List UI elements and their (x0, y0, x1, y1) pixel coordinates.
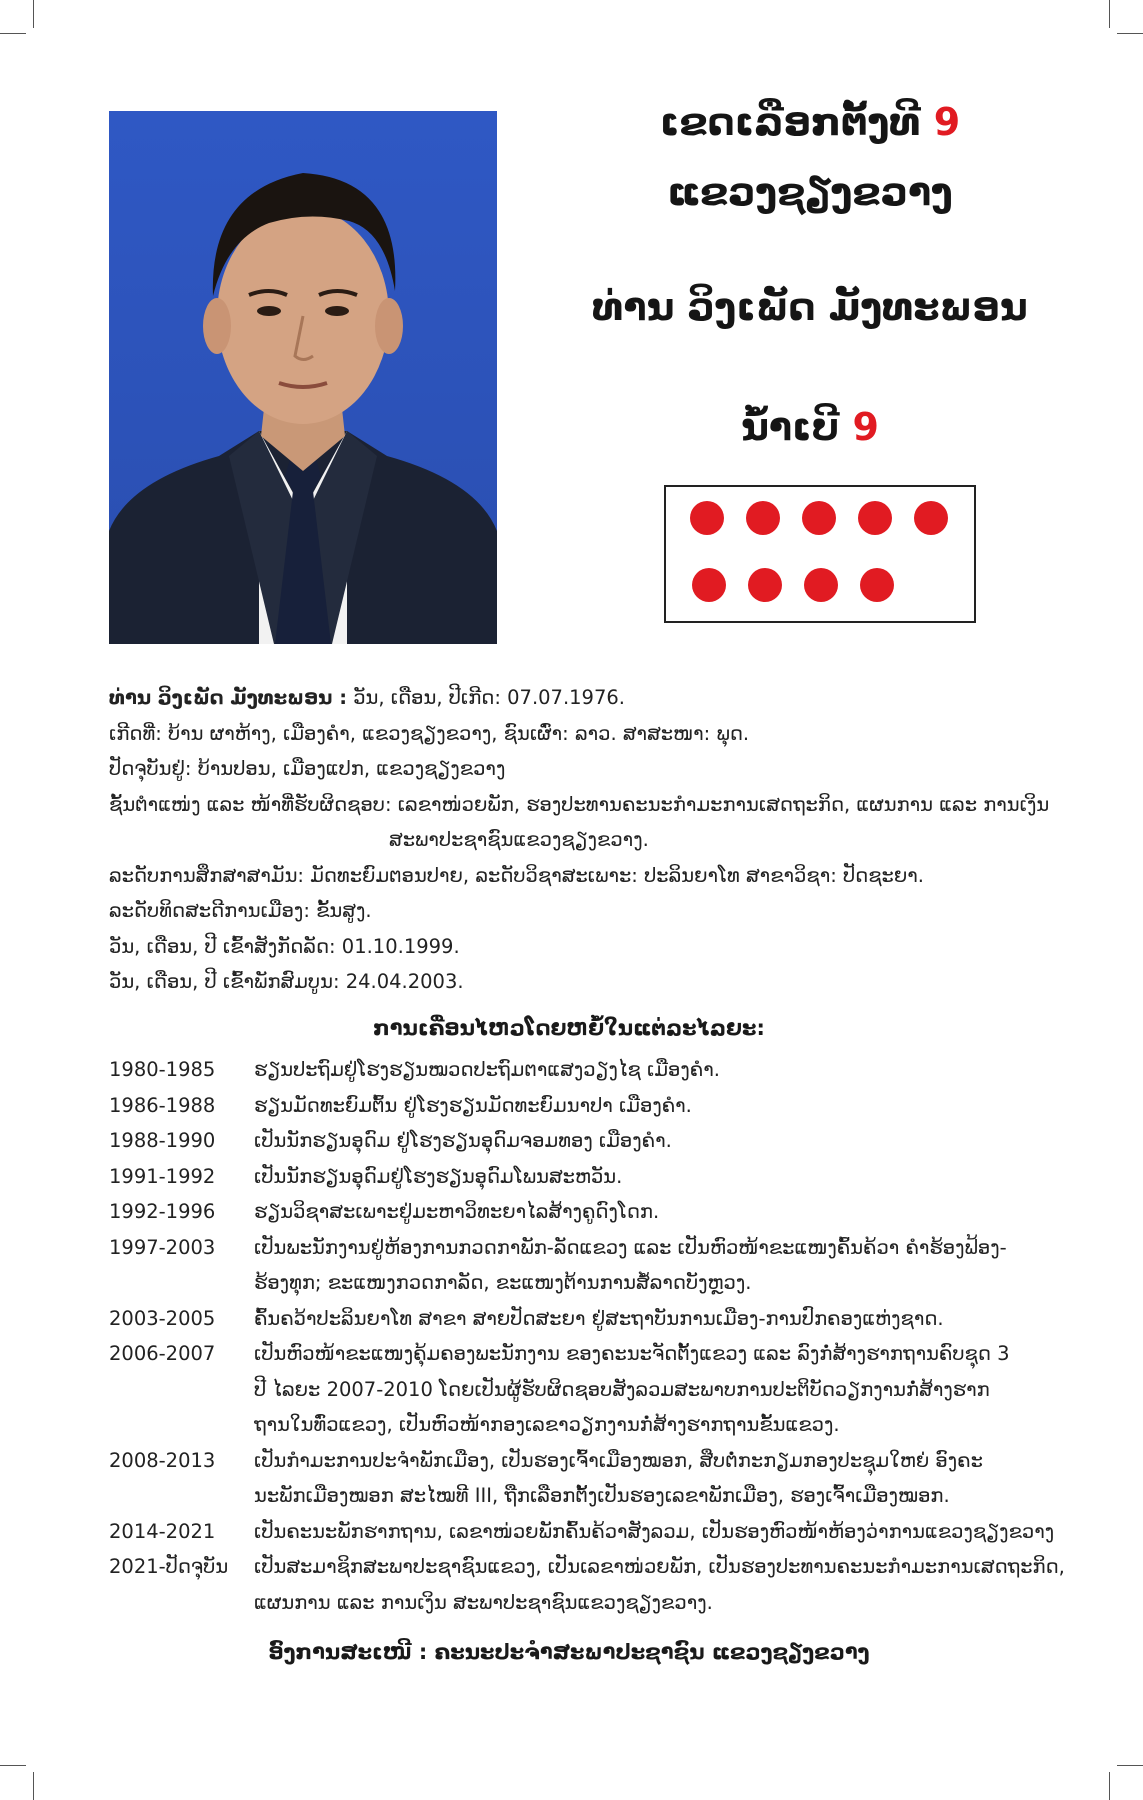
history-row (109, 1088, 1029, 1124)
ballot-dot (690, 501, 724, 535)
history-text: ແຜນການ ແລະ ການເງິນ ສະພາປະຊາຊົນແຂວງຊຽງຂວາງ. (254, 1590, 713, 1614)
bio-name-label: ທ່ານ ວິງເພັດ ມັງທະພອນ : (109, 686, 348, 709)
history-text: ຮຽນມັດທະຍົມຕົ້ນ ຢູ່ໂຮງຮຽນມັດທະຍົມນາປາ ເມືອງຄໍາ. (254, 1093, 692, 1117)
history-row (109, 1443, 1029, 1514)
history-years: 2008-2013 (109, 1448, 216, 1472)
ballot-dot (692, 568, 726, 602)
bio-join-party: ວັນ, ເດືອນ, ປີ ເຂົ້າພັກສົມບູນ: 24.04.2003. (109, 970, 464, 993)
crop-mark (1109, 1772, 1110, 1800)
history-text: ປີ ໄລຍະ 2007-2010 ໂດຍເປັນຜູ້ຮັບຜິດຊອບສັງລວມສະພາບການປະຕິບັດວຽກງານກໍ່ສ້າງຮາກ (254, 1377, 990, 1401)
bio-join-state: ວັນ, ເດືອນ, ປີ ເຂົ້າສັງກັດລັດ: 01.10.1999. (109, 934, 460, 958)
bio-birthplace: ເກີດທີ່: ບ້ານ ຜາຫ້າງ, ເມືອງຄໍາ, ແຂວງຊຽງຂວາງ, ຊົນເຜົ່າ: ລາວ. ສາສະໜາ: ພຸດ. (109, 721, 750, 745)
history-text: ຖານໃນທົ່ວແຂວງ, ເປັນຫົວໜ້າກອງເລຂາວຽກງານກໍ່ສ້າງຮາກຖານຂັ້ນແຂວງ. (254, 1413, 840, 1436)
history-text: ເປັນພະນັກງານຢູ່ຫ້ອງການກວດກາພັກ-ລັດແຂວງ ແລະ ເປັນຫົວໜ້າຂະແໜງຄົ້ນຄ້ວາ ຄໍາຮ້ອງຟ້ອງ- (254, 1235, 1007, 1259)
ballot-dot (804, 568, 838, 602)
district-number: 9 (933, 100, 961, 144)
history-text: ຮ້ອງທຸກ; ຂະແໜງກວດກາລັດ, ຂະແໜງຕ້ານການສໍ້ລາດບັງຫຼວງ. (254, 1271, 752, 1294)
history-title: ການເຄື່ອນໄຫວໂດຍຫຍໍ້ໃນແຕ່ລະໄລຍະ: (373, 1016, 765, 1040)
number-label: ນໍ້າເບີ (741, 405, 840, 449)
biography (109, 680, 1050, 1000)
crop-mark (0, 1765, 26, 1766)
history-row (109, 1230, 1029, 1301)
ballot-dot (858, 501, 892, 535)
history-years: 1997-2003 (109, 1235, 216, 1259)
history-text: ເປັນຫົວໜ້າຂະແໜງຄຸ້ມຄອງພະນັກງານ ຂອງຄະນະຈັດຕັ້ງແຂວງ ແລະ ລົງກໍ່ສ້າງຮາກຖານຄົບຊຸດ 3 (254, 1342, 1010, 1365)
ballot-dot (860, 568, 894, 602)
history-row (109, 1159, 1029, 1195)
bio-education: ລະດັບການສຶກສາສາມັນ: ມັດທະຍົມຕອນປາຍ, ລະດັບວິຊາສະເພາະ: ປະລິນຍາໂທ ສາຂາວິຊາ: ປັດຊະຍາ. (109, 863, 924, 887)
candidate-number (560, 405, 1060, 449)
history-text: ຮຽນວິຊາສະເພາະຢູ່ມະຫາວິທະຍາໄລສ້າງຄູດົງໂດກ. (254, 1200, 660, 1223)
history-years: 1992-1996 (109, 1200, 216, 1223)
history-years: 1986-1988 (109, 1093, 216, 1117)
history-text: ນະພັກເມືອງໝອກ ສະໄໝທີ III, ຖືກເລືອກຕັ້ງເປັນຮອງເລຂາພັກເມືອງ, ຮອງເຈົ້າເມືອງໝອກ. (254, 1484, 950, 1507)
bio-residence: ປັດຈຸບັນຢູ່: ບ້ານປອນ, ເມືອງແປກ, ແຂວງຊຽງຂວາງ (109, 757, 506, 780)
ballot-dot (748, 568, 782, 602)
province-title: ແຂວງຊຽງຂວາງ (667, 170, 953, 214)
history-text: ຮຽນປະຖົມຢູ່ໂຮງຮຽນໝວດປະຖົມຕາແສງວຽງໄຊ ເມືອງຄໍາ. (254, 1058, 720, 1081)
history-years: 2006-2007 (109, 1342, 216, 1365)
history-text: ເປັນຄະນະພັກຮາກຖານ, ເລຂາໜ່ວຍພັກຄົ້ນຄ້ວາສັງລວມ, ເປັນຮອງຫົວໜ້າຫ້ອງວ່າການແຂວງຊຽງຂວາງ (254, 1519, 1055, 1543)
history-list (109, 1052, 1065, 1620)
crop-mark (0, 33, 26, 34)
bio-birth-date: ວັນ, ເດືອນ, ປີເກີດ: 07.07.1976. (347, 686, 625, 709)
history-years: 1991-1992 (109, 1164, 216, 1188)
crop-mark (33, 1772, 34, 1800)
candidate-photo (109, 111, 497, 644)
proposer-footer: ອົງການສະເໜີ : ຄະນະປະຈໍາສະພາປະຊາຊົນ ແຂວງຊຽງຂວາງ (268, 1640, 870, 1664)
history-years: 2021-ປັດຈຸບັນ (109, 1555, 229, 1578)
bio-position: ຊັ້ນຕໍາແໜ່ງ ແລະ ໜ້າທີ່ຮັບຜິດຊອບ: ເລຂາໜ່ວຍພັກ, ຮອງປະທານຄະນະກໍາມະການເສດຖະກິດ, ແຜນການ ແລະ ການເງິນ (109, 792, 1050, 816)
crop-mark (1117, 33, 1143, 34)
history-text: ເປັນນັກຮຽນອຸດົມ ຢູ່ໂຮງຮຽນອຸດົມຈອມທອງ ເມືອງຄໍາ. (254, 1129, 672, 1152)
district-label: ເຂດເລືອກຕັ້ງທີ (659, 100, 921, 144)
history-row (109, 1301, 1029, 1337)
history-text: ເປັນກໍາມະການປະຈໍາພັກເມືອງ, ເປັນຮອງເຈົ້າເມືອງໝອກ, ສືບຕໍ່ກະກຽມກອງປະຊຸມໃຫຍ່ ອົງຄະ (254, 1448, 983, 1472)
history-text: ເປັນນັກຮຽນອຸດົມຢູ່ໂຮງຮຽນອຸດົມໂພນສະຫວັນ. (254, 1164, 623, 1188)
history-years: 1980-1985 (109, 1058, 216, 1081)
history-text: ເປັນສະມາຊິກສະພາປະຊາຊົນແຂວງ, ເປັນເລຂາໜ່ວຍພັກ, ເປັນຮອງປະທານຄະນະກໍາມະການເສດຖະກິດ, (254, 1555, 1065, 1578)
history-row (109, 1123, 1029, 1159)
ballot-dot (914, 501, 948, 535)
bio-birth (109, 680, 1029, 716)
bio-position-cont: ສະພາປະຊາຊົນແຂວງຊຽງຂວາງ. (389, 828, 649, 851)
ballot-dot (802, 501, 836, 535)
ballot-dot (746, 501, 780, 535)
history-row (109, 1052, 1029, 1088)
bio-political-level: ລະດັບທິດສະດີການເມືອງ: ຂັ້ນສູງ. (109, 899, 372, 922)
history-years: 2003-2005 (109, 1306, 216, 1330)
history-row (109, 1336, 1029, 1443)
history-row (109, 1514, 1055, 1550)
ballot-number-dots (664, 485, 976, 623)
history-row (109, 1549, 1065, 1620)
history-years: 1988-1990 (109, 1129, 216, 1152)
crop-mark (1109, 0, 1110, 28)
history-text: ຄົ້ນຄວ້າປະລິນຍາໂທ ສາຂາ ສາຍປັດສະຍາ ຢູ່ສະຖາບັນການເມືອງ-ການປົກຄອງແຫ່ງຊາດ. (254, 1306, 944, 1330)
district-title (560, 100, 1060, 144)
crop-mark (1117, 1765, 1143, 1766)
crop-mark (33, 0, 34, 28)
history-years: 2014-2021 (109, 1519, 216, 1543)
number-value: 9 (852, 405, 879, 449)
candidate-name: ທ່ານ ວິງເພັດ ມັງທະພອນ (592, 285, 1028, 329)
history-row (109, 1194, 1029, 1230)
